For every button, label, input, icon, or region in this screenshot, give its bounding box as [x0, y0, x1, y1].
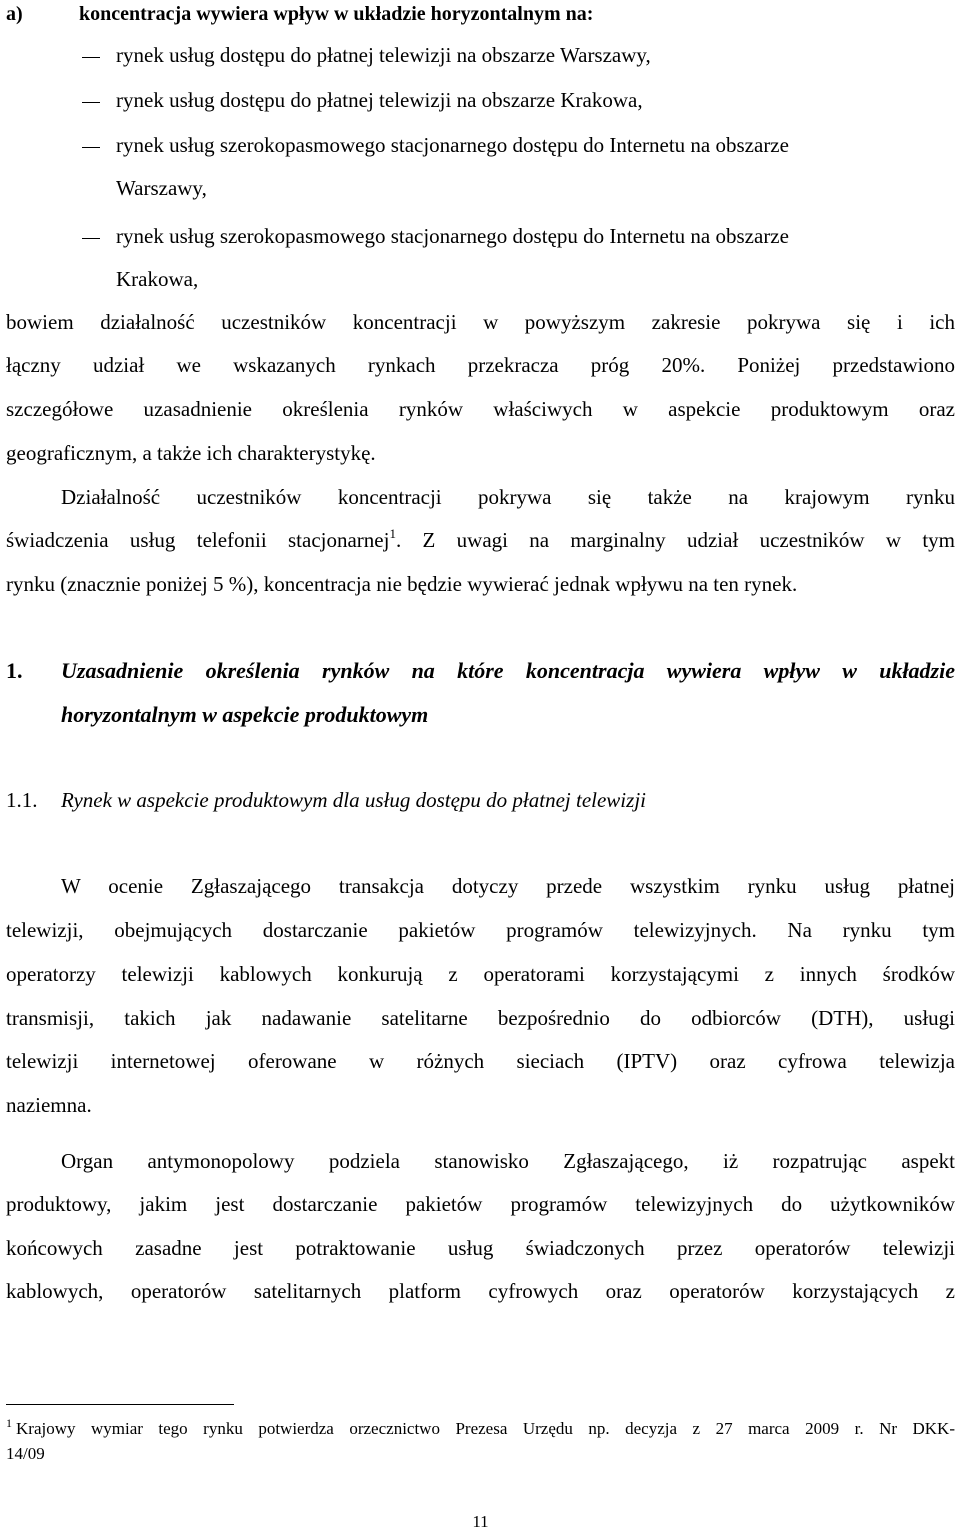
list-item-continuation: Warszawy,	[116, 176, 207, 200]
paragraph-line: szczegółowe uzasadnienie określenia rynków właściwych w aspekcie produktowym oraz	[6, 397, 955, 421]
dash-bullet	[82, 147, 100, 148]
paragraph-line: transmisji, takich jak nadawanie satelitarne bezpośrednio do odbiorców (DTH), usługi	[6, 1006, 955, 1030]
list-item-text: rynek usług szerokopasmowego stacjonarnego dostępu do Internetu na obszarze	[116, 133, 789, 157]
dash-bullet	[82, 102, 100, 103]
subsection-number: 1.1.	[6, 788, 38, 812]
footnote-separator	[6, 1404, 234, 1405]
paragraph-line: rynku (znacznie poniżej 5 %), koncentracja nie będzie wywierać jednak wpływu na ten rynek.	[6, 572, 798, 596]
paragraph-line: produktowy, jakim jest dostarczanie pakietów programów telewizyjnych do użytkowników	[6, 1192, 955, 1216]
paragraph-line: W ocenie Zgłaszającego transakcja dotyczy przede wszystkim rynku usług płatnej	[61, 874, 955, 898]
footnote-text: Krajowy wymiar tego rynku potwierdza orzecznictwo Prezesa Urzędu np. decyzja z 27 marca 2009 r. Nr DKK-	[16, 1419, 955, 1438]
paragraph-line: operatorzy telewizji kablowych konkurują z operatorami korzystającymi z innych środków	[6, 962, 955, 986]
section-heading-continuation: horyzontalnym w aspekcie produktowym	[61, 702, 429, 727]
paragraph-line: telewizji internetowej oferowane w różnych sieciach (IPTV) oraz cyfrowa telewizja	[6, 1049, 955, 1073]
dash-bullet	[82, 57, 100, 58]
footnote-continuation: 14/09	[6, 1444, 45, 1463]
paragraph-text: świadczenia usług telefonii stacjonarnej	[6, 528, 390, 552]
section-number: 1.	[6, 658, 23, 683]
list-item-text: rynek usług dostępu do płatnej telewizji na obszarze Warszawy,	[116, 43, 651, 67]
paragraph-line: geograficznym, a także ich charakterystykę.	[6, 441, 376, 465]
paragraph-line: końcowych zasadne jest potraktowanie usług świadczonych przez operatorów telewizji	[6, 1236, 955, 1260]
list-item	[6, 43, 955, 73]
list-item-text: rynek usług dostępu do płatnej telewizji na obszarze Krakowa,	[116, 88, 643, 112]
paragraph-text: . Z uwagi na marginalny udział uczestników w tym	[395, 528, 956, 552]
paragraph-line: telewizji, obejmujących dostarczanie pakietów programów telewizyjnych. Na rynku tym	[6, 918, 955, 942]
dash-bullet	[82, 238, 100, 239]
subsection-heading	[6, 788, 646, 813]
subsection-title: Rynek w aspekcie produktowym dla usług dostępu do płatnej telewizji	[61, 788, 646, 812]
section-title: Uzasadnienie określenia rynków na które koncentracja wywiera wpływ w układzie	[61, 658, 955, 683]
footnote-reference[interactable]: 1	[389, 526, 396, 541]
list-item-text: rynek usług szerokopasmowego stacjonarnego dostępu do Internetu na obszarze	[116, 224, 789, 248]
list-item	[6, 88, 955, 118]
list-marker-a: a)	[6, 3, 23, 25]
section-heading	[6, 658, 955, 684]
paragraph-line: łączny udział we wskazanych rynkach przekracza próg 20%. Poniżej przedstawiono	[6, 353, 955, 377]
page-number: 11	[472, 1512, 489, 1531]
paragraph-line: kablowych, operatorów satelitarnych platform cyfrowych oraz operatorów korzystających z	[6, 1279, 955, 1303]
paragraph-line: Organ antymonopolowy podziela stanowisko Zgłaszającego, iż rozpatrując aspekt	[61, 1149, 955, 1173]
list-item	[6, 224, 955, 254]
list-item-continuation: Krakowa,	[116, 267, 199, 291]
paragraph-line: bowiem działalność uczestników koncentracji w powyższym zakresie pokrywa się i ich	[6, 310, 955, 334]
footnote	[6, 1416, 955, 1439]
footnote-marker: 1	[6, 1416, 12, 1430]
list-item	[6, 133, 955, 163]
paragraph-line	[6, 528, 955, 553]
paragraph-line: Działalność uczestników koncentracji pokrywa się także na krajowym rynku	[61, 485, 955, 509]
paragraph-line: naziemna.	[6, 1093, 92, 1117]
item-a-heading: koncentracja wywiera wpływ w układzie horyzontalnym na:	[79, 3, 594, 25]
